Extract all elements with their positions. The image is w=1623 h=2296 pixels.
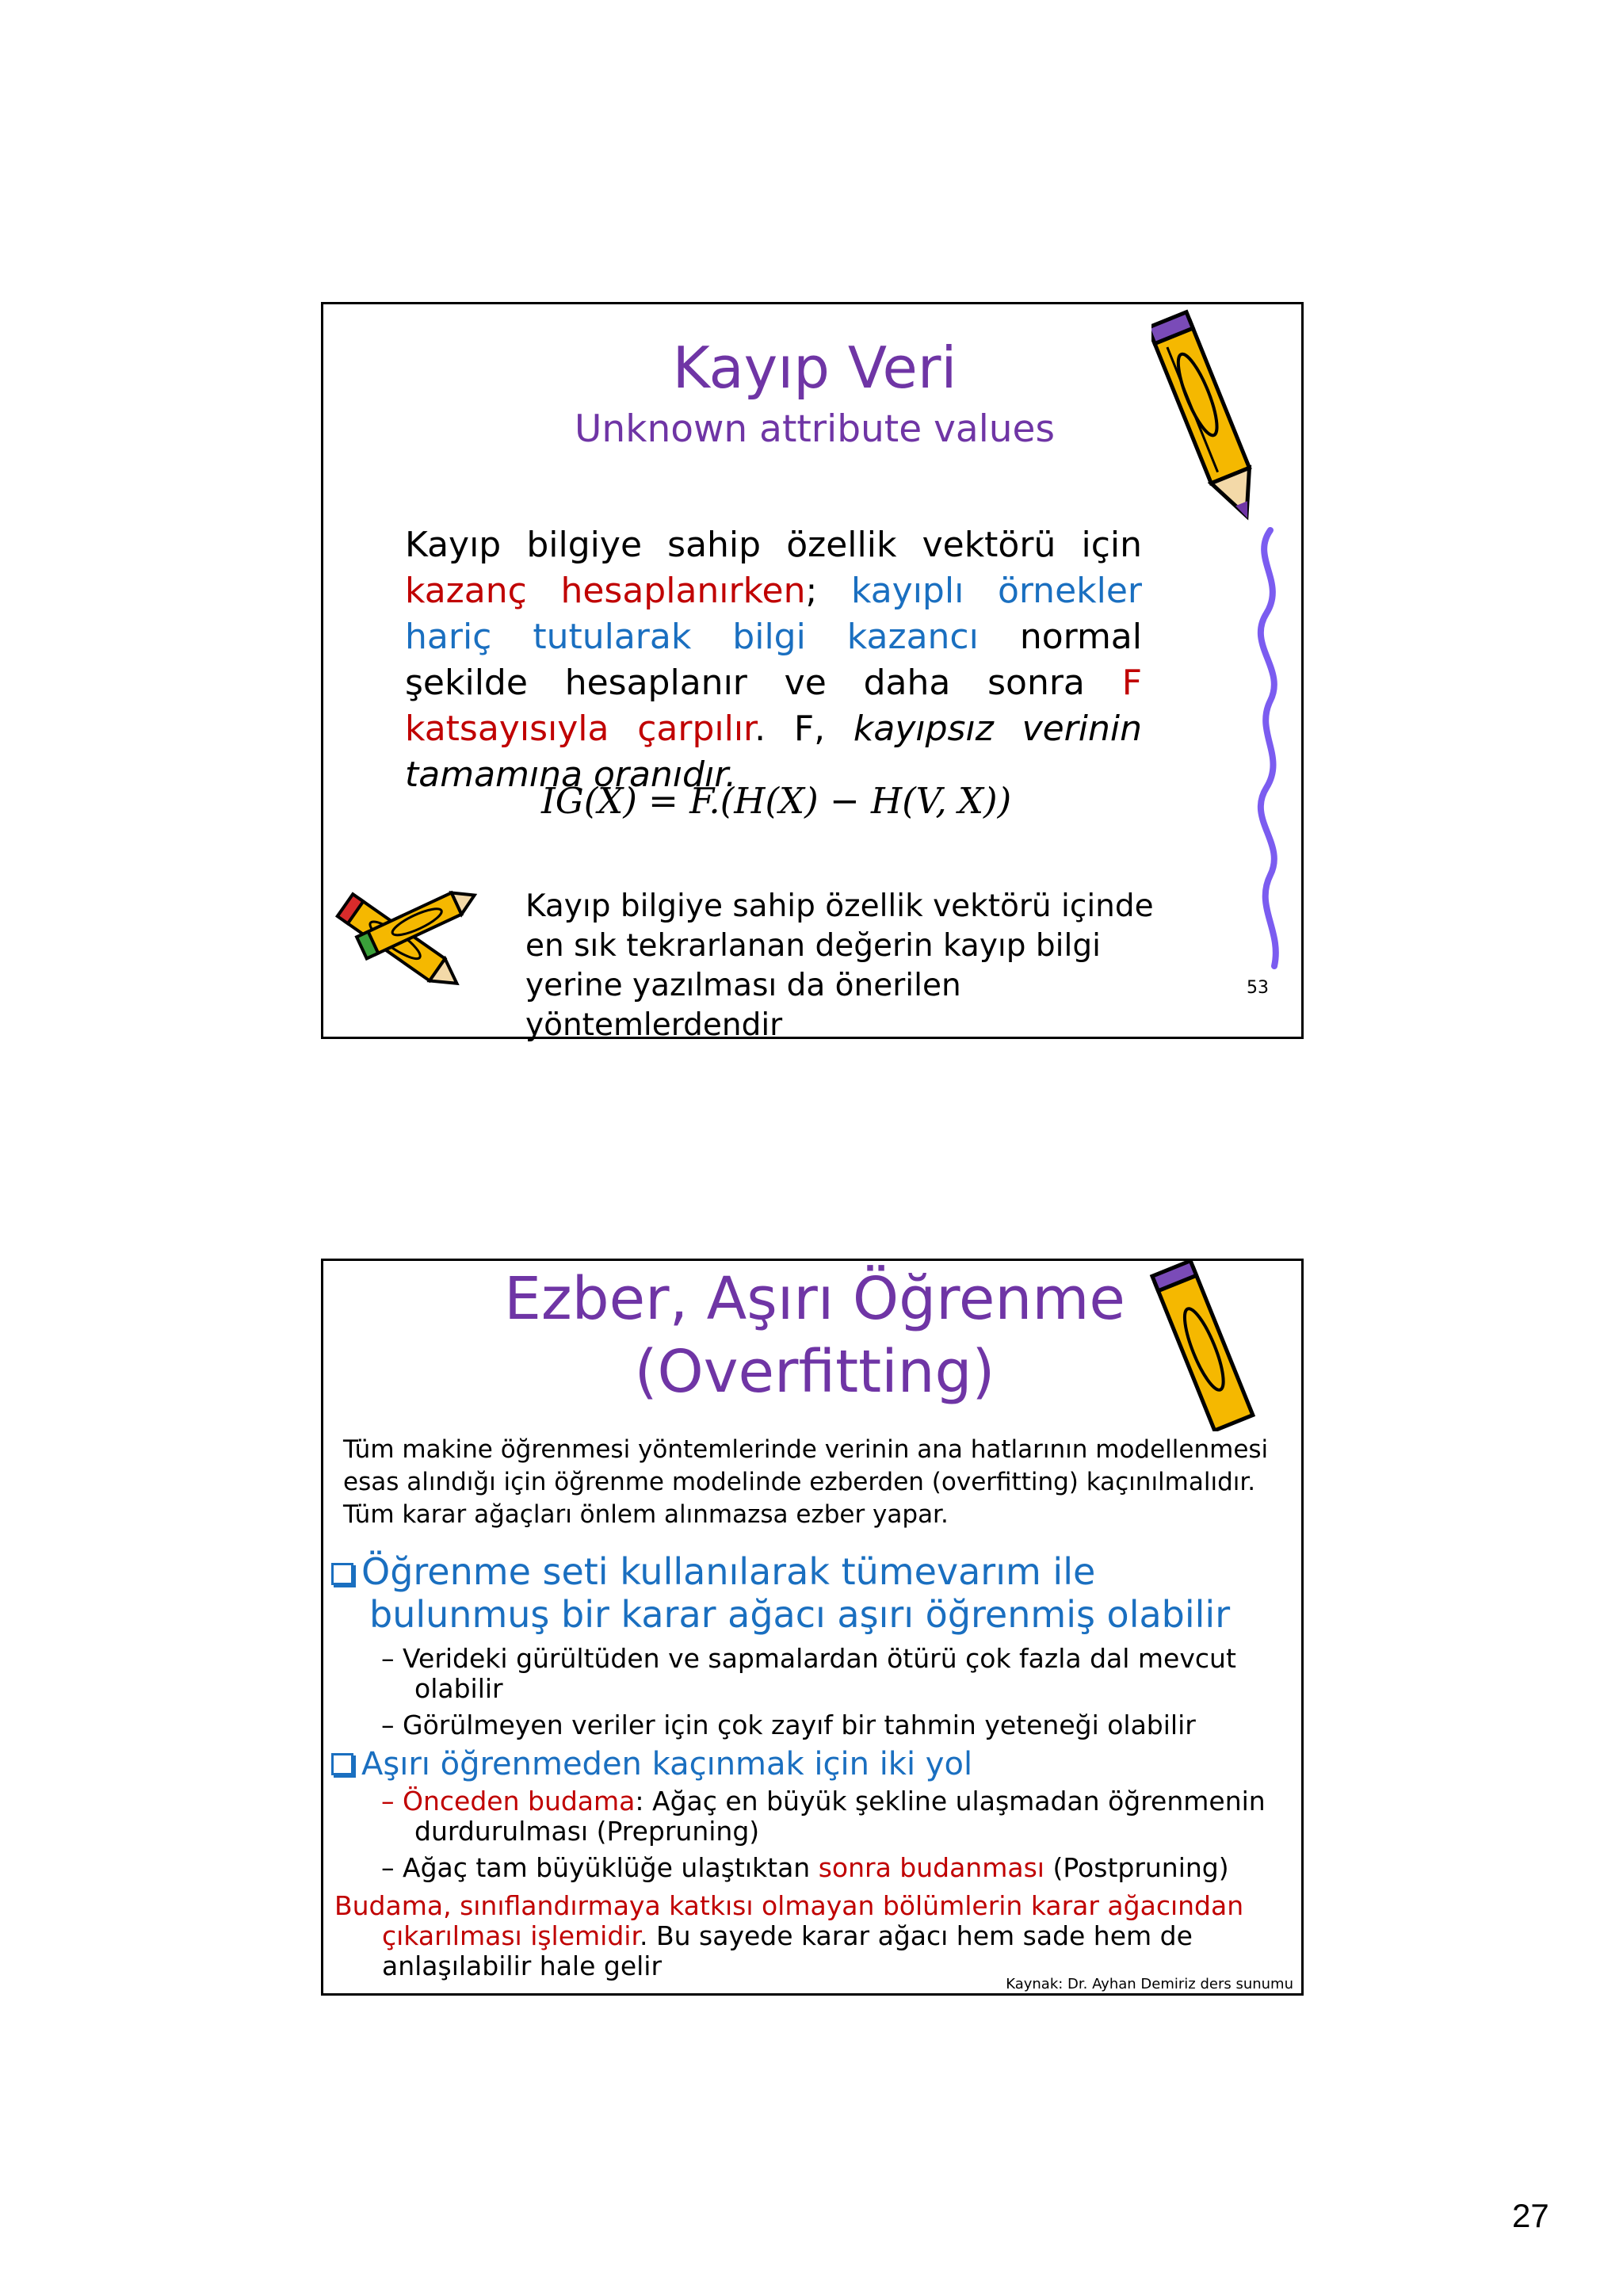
sub-text-red: sonra budanması — [818, 1852, 1044, 1883]
checkbox-bullet-icon — [331, 1563, 353, 1585]
para-highlight-red: kazanç hesaplanırken — [405, 571, 806, 611]
crossed-pencils-icon — [323, 887, 482, 1014]
footer-red: Budama, sınıflandırmaya katkısı olmayan bölümlerin karar ağacından çıkarılması işlemidir — [334, 1890, 1244, 1951]
title-line2: (Overfitting) — [634, 1338, 995, 1406]
squiggle-decoration — [1243, 526, 1298, 970]
slide2-intro: Tüm makine öğrenmesi yöntemlerinde verinin ana hatlarının modellenmesi esas alındığı için öğrenme modelinde ezberden (overfitting) kaçınılmalıdır. Tüm karar ağaçları önlem alınmazsa ezber yapar. — [343, 1435, 1269, 1529]
sub-text: Ağaç tam büyüklüğe ulaştıktan — [403, 1852, 819, 1883]
para-text: . F, — [754, 709, 854, 749]
bullet-2-sub-2: – Ağaç tam büyüklüğe ulaştıktan sonra budanması (Postpruning) — [381, 1852, 1229, 1883]
slide-kayip-veri — [321, 302, 1304, 1043]
para-text: Kayıp bilgiye sahip özellik vektörü için — [405, 525, 1142, 565]
page-number: 27 — [1512, 2197, 1549, 2234]
pencil-icon — [1151, 304, 1270, 534]
info-gain-formula: IG(X) = F.(H(X) − H(V, X)) — [541, 780, 1012, 822]
bullet-1 — [331, 1550, 1282, 1636]
slide2-bullets — [331, 1550, 1282, 1883]
bullet-2 — [331, 1745, 1282, 1783]
sub-text: (Postpruning) — [1044, 1852, 1229, 1883]
para-highlight-blue: kayıplı örnekler hariç tutularak bilgi kazancı — [405, 571, 1143, 657]
bullet-1-sub-1: – Verideki gürültüden ve sapmalardan ötürü çok fazla dal mevcut olabilir — [381, 1643, 1236, 1704]
sub-text: Görülmeyen veriler için çok zayıf bir tahmin yeteneği olabilir — [403, 1710, 1196, 1740]
footer-text: . Bu sayede karar ağacı hem sade hem de anlaşılabilir hale gelir — [382, 1920, 1193, 1981]
slide1-title: Kayıp Veri — [672, 334, 957, 401]
para-highlight-red: F katsayısıyla çarpılır — [405, 663, 1142, 749]
slide2-footer-note — [334, 1891, 1293, 1981]
bullet-1-text: Öğrenme seti kullanılarak tümevarım ile bulunmuş bir karar ağacı aşırı öğrenmiş olabilir — [361, 1550, 1231, 1636]
slide1-note: Kayıp bilgiye sahip özellik vektörü içinde en sık tekrarlanan değerin kayıp bilgi yerine yazılması da önerilen yöntemlerdendir — [525, 888, 1154, 1043]
para-text: ; — [805, 571, 851, 611]
slide1-number: 53 — [1247, 978, 1269, 998]
pencil-icon — [1148, 1261, 1266, 1431]
sub-text: Verideki gürültüden ve sapmalardan ötürü çok fazla dal mevcut olabilir — [403, 1643, 1236, 1704]
bullet-2-sub-1: – Önceden budama: Ağaç en büyük şekline ulaşmadan öğrenmenin durdurulması (Prepruning) — [381, 1786, 1266, 1847]
slide1-subtitle: Unknown attribute values — [575, 407, 1055, 451]
slide1-paragraph — [405, 522, 1142, 798]
title-line1: Ezber, Aşırı Öğrenme — [504, 1265, 1125, 1333]
bullet-1-sub-2: – Görülmeyen veriler için çok zayıf bir tahmin yeteneği olabilir — [381, 1710, 1196, 1740]
sub-text-red: Önceden budama — [403, 1786, 636, 1817]
para-text: normal şekilde hesaplanır ve daha sonra — [405, 617, 1142, 703]
sub-text: : Ağaç en büyük şekline ulaşmadan öğrenmenin durdurulması (Prepruning) — [414, 1786, 1266, 1847]
source-credit: Kaynak: Dr. Ayhan Demiriz ders sunumu — [1006, 1976, 1293, 1992]
slide-overfitting — [321, 1259, 1304, 1996]
para-italic: kayıpsız verinin tamamına oranıdır. — [405, 709, 1142, 795]
checkbox-bullet-icon — [331, 1753, 353, 1775]
bullet-2-text: Aşırı öğrenmeden kaçınmak için iki yol — [361, 1746, 973, 1782]
